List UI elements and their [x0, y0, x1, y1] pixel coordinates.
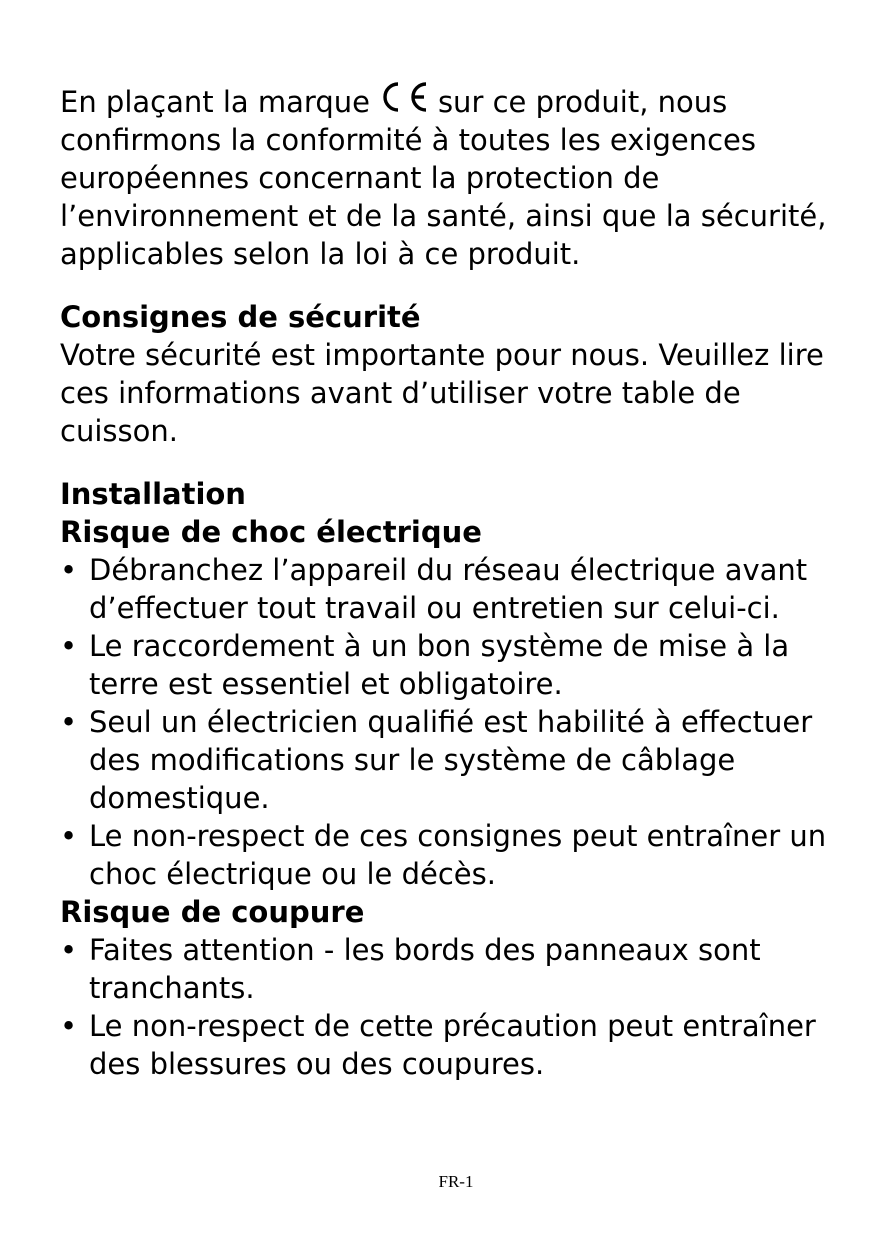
list-item: • Le raccordement à un bon système de mise à la terre est essentiel et obligatoire.	[60, 629, 790, 701]
document-body	[60, 80, 850, 1083]
bullet-icon: •	[60, 705, 78, 739]
installation-heading: Installation	[60, 477, 246, 511]
bullet-icon: •	[60, 1009, 78, 1043]
safety-section	[60, 298, 850, 450]
electric-risk-heading: Risque de choc électrique	[60, 515, 482, 549]
list-item: • Seul un électricien qualifié est habilité à effectuer des modifications sur le système de câblage domestique.	[60, 705, 813, 815]
ce-intro-paragraph	[60, 80, 850, 273]
electric-risk-list	[60, 551, 850, 893]
ce-mark-logo	[374, 80, 432, 114]
bullet-icon: •	[60, 933, 78, 967]
list-item: • Débranchez l’appareil du réseau électrique avant d’effectuer tout travail ou entretien sur celui-ci.	[60, 553, 808, 625]
installation-section	[60, 475, 850, 1083]
bullet-icon: •	[60, 819, 78, 853]
list-item: • Le non-respect de ces consignes peut entraîner un choc électrique ou le décès.	[60, 819, 827, 891]
list-item: • Le non-respect de cette précaution peut entraîner des blessures ou des coupures.	[60, 1009, 816, 1081]
intro-after-mark: sur ce produit, nous confirmons la conformité à toutes les exigences européennes concernant la protection de l’environnement et de la santé, ainsi que la sécurité, applicables selon la loi à ce produit.	[60, 85, 827, 271]
page-number: FR-1	[438, 1172, 474, 1191]
bullet-icon: •	[60, 629, 78, 663]
safety-heading: Consignes de sécurité	[60, 300, 421, 334]
cut-risk-heading: Risque de coupure	[60, 895, 365, 929]
intro-before-mark: En plaçant la marque	[60, 85, 370, 119]
bullet-icon: •	[60, 553, 78, 587]
list-item: • Faites attention - les bords des panneaux sont tranchants.	[60, 933, 761, 1005]
cut-risk-list	[60, 931, 850, 1083]
safety-text: Votre sécurité est importante pour nous. Veuillez lire ces informations avant d’utiliser votre table de cuisson.	[60, 338, 824, 448]
